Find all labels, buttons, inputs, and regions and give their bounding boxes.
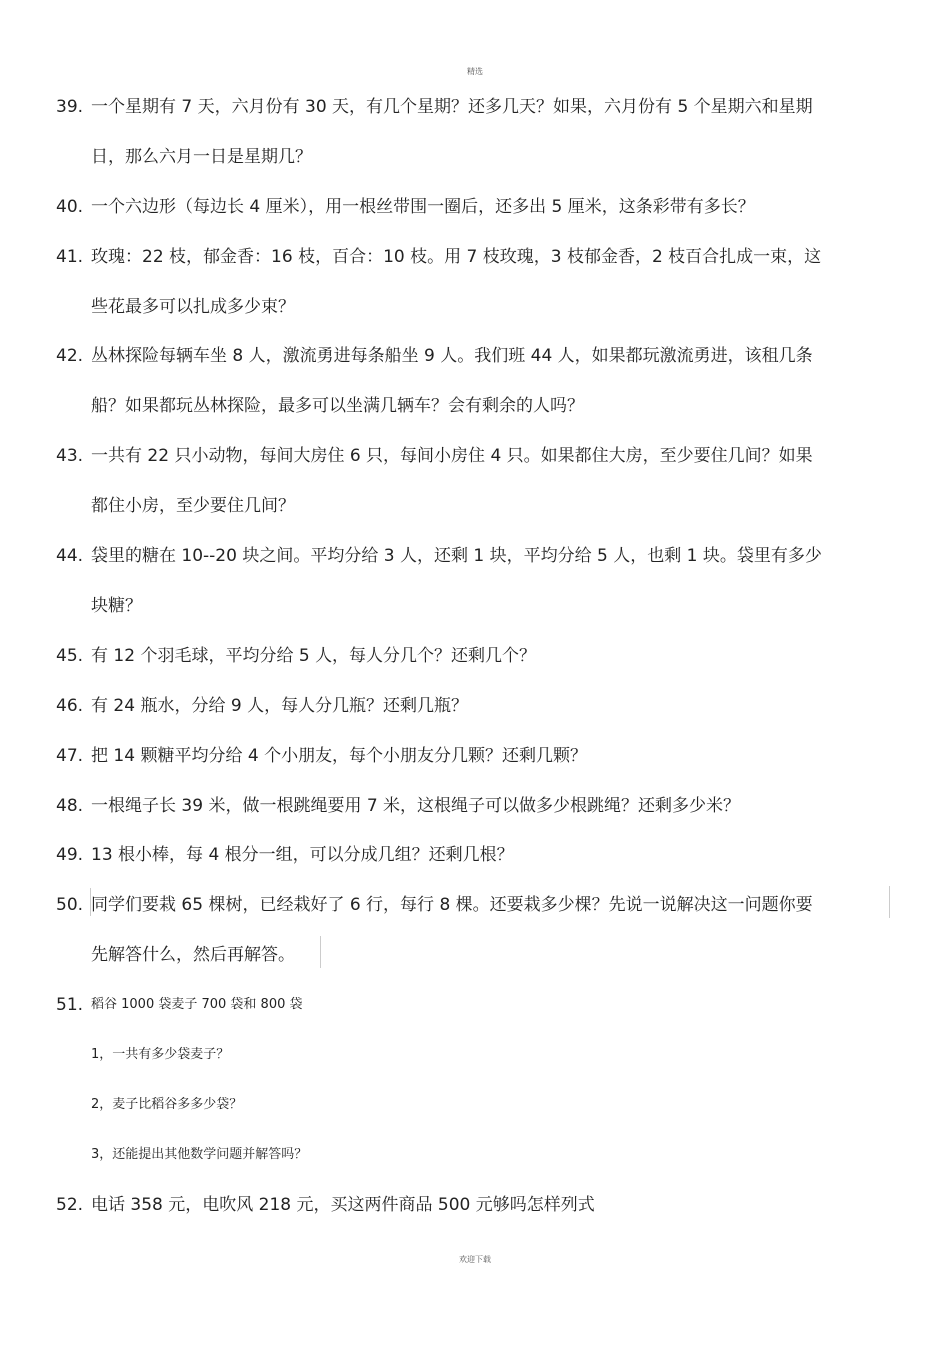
question-text: 一个六边形（每边长 4 厘米），用一根丝带围一圈后，还多出 5 厘米，这条彩带有多长？	[91, 197, 755, 217]
sub-question-3: 3，还能提出其他数学问题并解答吗？	[91, 1147, 308, 1162]
question-number: 41.	[56, 247, 84, 267]
question-number: 51.	[56, 995, 84, 1015]
question-text: 一共有 22 只小动物，每间大房住 6 只，每间小房住 4 只。如果都住大房，至少要住几间？如果	[91, 446, 813, 466]
question-text: 一个星期有 7 天，六月份有 30 天，有几个星期？还多几天？如果，六月份有 5 个星期六和星期	[91, 97, 813, 117]
question-text: 同学们要栽 65 棵树，已经栽好了 6 行，每行 8 棵。还要栽多少棵？先说一说解决这一问题你要	[91, 895, 813, 915]
sub-question-1: 1，一共有多少袋麦子？	[91, 1047, 230, 1062]
question-text: 有 12 个羽毛球，平均分给 5 人，每人分几个？还剩几个？	[91, 646, 537, 666]
question-number: 50.	[56, 895, 84, 915]
question-text: 一根绳子长 39 米，做一根跳绳要用 7 米，这根绳子可以做多少根跳绳？还剩多少米？	[91, 796, 741, 816]
page-footer-mark: 欢迎下载	[459, 1255, 491, 1264]
question-text: 13 根小棒，每 4 根分一组，可以分成几组？还剩几根？	[91, 845, 514, 865]
text-frame-edge	[320, 936, 321, 968]
sub-question-2: 2，麦子比稻谷多多少袋？	[91, 1097, 243, 1112]
question-number: 40.	[56, 197, 84, 217]
question-number: 48.	[56, 796, 84, 816]
question-number: 47.	[56, 746, 84, 766]
question-text: 玫瑰：22 枝，郁金香：16 枝，百合：10 枝。用 7 枝玫瑰，3 枝郁金香，2 枝百合扎成一束，这	[91, 247, 822, 267]
question-text: 些花最多可以扎成多少束？	[91, 297, 295, 317]
question-number: 43.	[56, 446, 84, 466]
text-frame-edge	[889, 886, 890, 918]
question-number: 42.	[56, 346, 84, 366]
question-text: 日，那么六月一日是星期几？	[91, 147, 312, 167]
question-text: 丛林探险每辆车坐 8 人，激流勇进每条船坐 9 人。我们班 44 人，如果都玩激流勇进，该租几条	[91, 346, 813, 366]
question-number: 46.	[56, 696, 84, 716]
question-text: 块糖？	[91, 596, 142, 616]
question-text: 电话 358 元，电吹风 218 元，买这两件商品 500 元够吗怎样列式	[91, 1195, 595, 1215]
question-text: 船？如果都玩丛林探险，最多可以坐满几辆车？会有剩余的人吗？	[91, 396, 584, 416]
question-text: 先解答什么，然后再解答。	[91, 945, 295, 965]
question-number: 44.	[56, 546, 84, 566]
page-header-mark: 精选	[467, 67, 483, 76]
question-text: 有 24 瓶水，分给 9 人，每人分几瓶？还剩几瓶？	[91, 696, 469, 716]
question-number: 49.	[56, 845, 84, 865]
question-text: 都住小房，至少要住几间？	[91, 496, 295, 516]
question-number: 39.	[56, 97, 84, 117]
question-number: 45.	[56, 646, 84, 666]
question-text: 把 14 颗糖平均分给 4 个小朋友，每个小朋友分几颗？还剩几颗？	[91, 746, 588, 766]
question-number: 52.	[56, 1195, 84, 1215]
text-frame-edge	[90, 888, 91, 916]
question-text: 袋里的糖在 10--20 块之间。平均分给 3 人，还剩 1 块，平均分给 5 人，也剩 1 块。袋里有多少	[91, 546, 822, 566]
question-text: 稻谷 1000 袋麦子 700 袋和 800 袋	[91, 997, 303, 1012]
